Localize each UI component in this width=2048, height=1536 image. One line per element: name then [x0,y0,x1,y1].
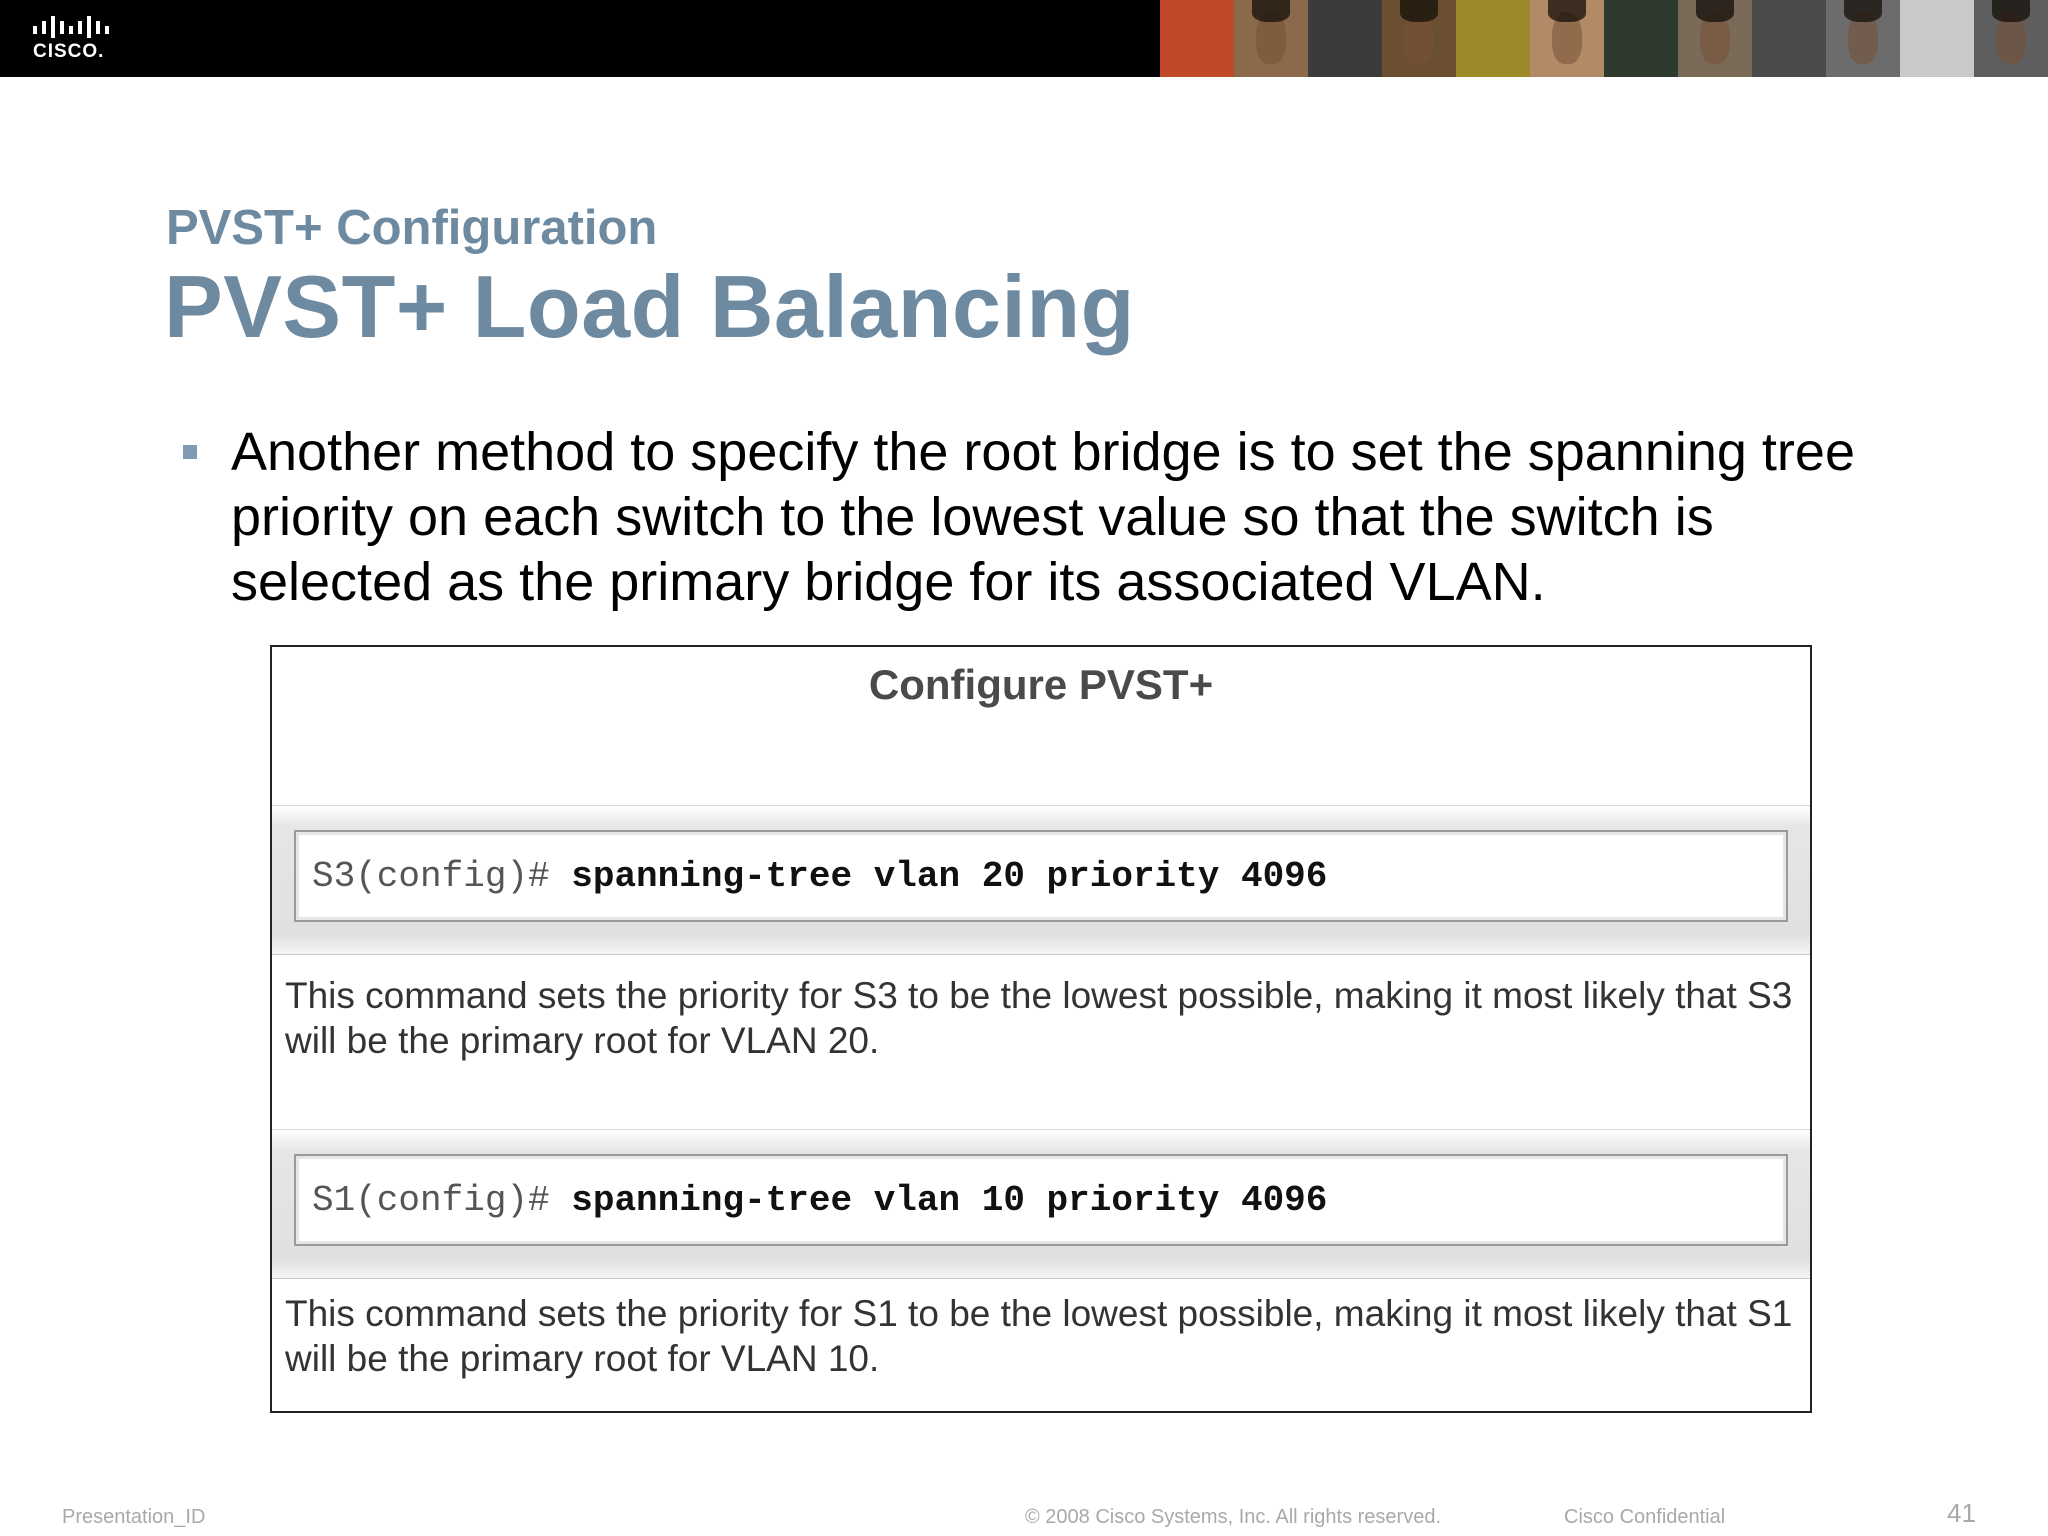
cli-prompt: S3(config)# [312,856,550,897]
photo-tile [1234,0,1308,77]
command-line [312,856,1327,897]
top-banner [0,0,2048,77]
bullet-text: Another method to specify the root bridge is to set the spanning tree priority on each switch to the lowest value so that the switch is selected as the primary bridge for its associated VLAN. [231,422,1855,612]
bullet-item [180,420,1920,615]
cli-command: spanning-tree vlan 10 priority 4096 [571,1180,1328,1221]
slide-subtitle: PVST+ Configuration [166,201,658,255]
photo-tile [1974,0,2048,77]
command-box [294,1154,1788,1246]
cisco-logo-text: CISCO. [33,41,105,62]
photo-hair-shape [1400,0,1438,22]
photo-strip [1160,0,2048,77]
photo-tile [1604,0,1678,77]
square-bullet-icon [183,445,197,459]
command-panel [272,1129,1810,1279]
slide-title: PVST+ Load Balancing [164,257,1135,356]
photo-hair-shape [1548,0,1586,22]
photo-hair-shape [1252,0,1290,22]
command-panel [272,805,1810,955]
photo-hair-shape [1696,0,1734,22]
footer-presentation-id: Presentation_ID [62,1506,206,1528]
photo-tile [1826,0,1900,77]
footer-confidential: Cisco Confidential [1564,1506,1726,1528]
cli-prompt: S1(config)# [312,1180,550,1221]
page-number: 41 [1947,1498,1976,1528]
command-box [294,830,1788,922]
cisco-logo [32,14,122,64]
photo-hair-shape [1992,0,2030,22]
photo-tile [1752,0,1826,77]
photo-tile [1382,0,1456,77]
footer-copyright: © 2008 Cisco Systems, Inc. All rights reserved. [1025,1506,1442,1528]
cisco-bridge-bars-icon [32,14,118,40]
photo-tile [1456,0,1530,77]
photo-tile [1530,0,1604,77]
cli-command: spanning-tree vlan 20 priority 4096 [571,856,1328,897]
configure-pvst-figure [270,645,1812,1413]
photo-tile [1900,0,1974,77]
photo-hair-shape [1844,0,1882,22]
photo-tile [1678,0,1752,77]
command-description: This command sets the priority for S1 to be the lowest possible, making it most likely that S1 will be the primary root for VLAN 10. [285,1293,1793,1379]
figure-title: Configure PVST+ [868,661,1214,708]
command-description: This command sets the priority for S3 to be the lowest possible, making it most likely that S3 will be the primary root for VLAN 20. [285,975,1793,1061]
command-line [312,1180,1327,1221]
photo-tile [1160,0,1234,77]
photo-tile [1308,0,1382,77]
